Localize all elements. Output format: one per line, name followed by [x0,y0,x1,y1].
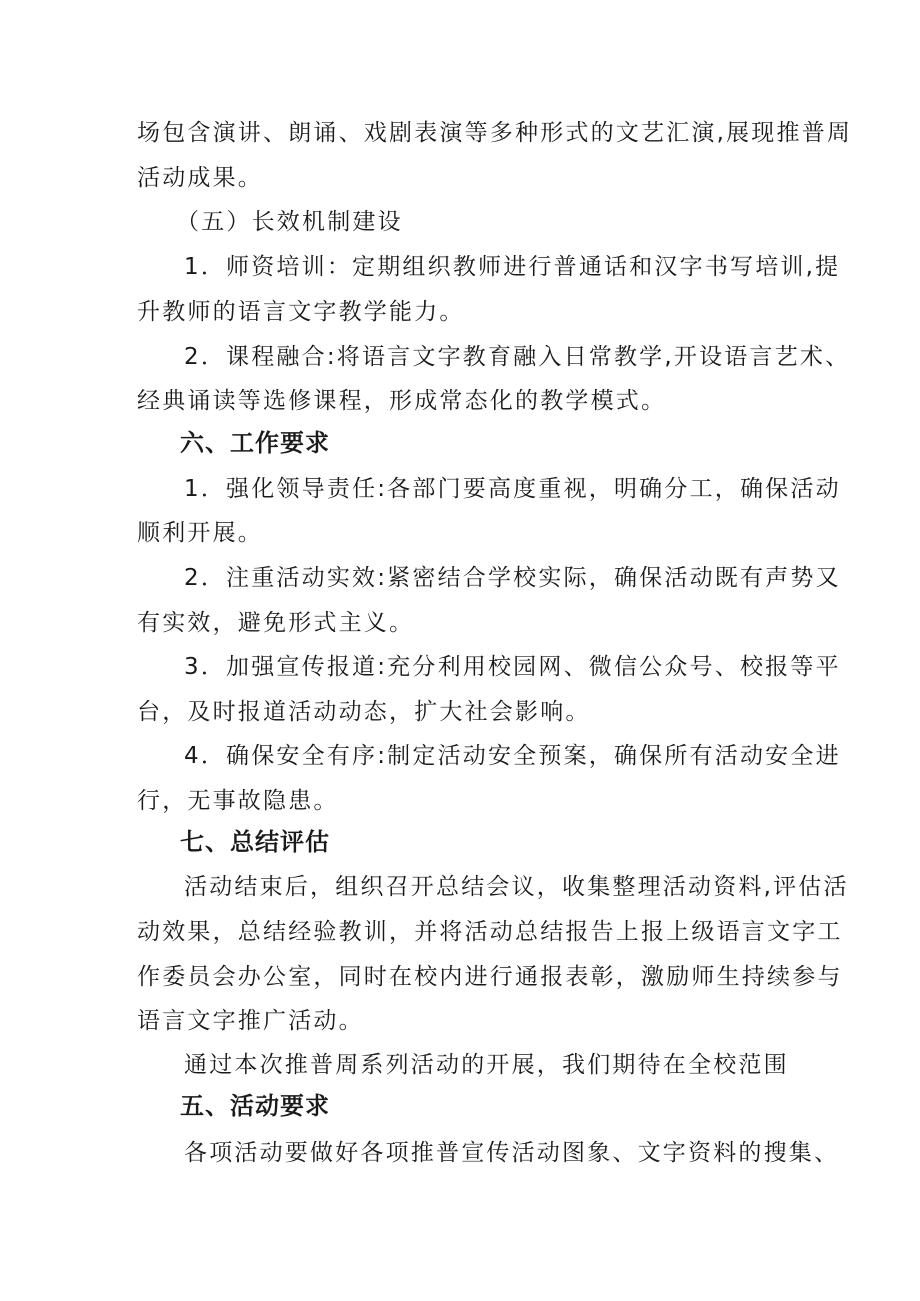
paragraph-line: 场包含演讲、朗诵、戏剧表演等多种形式的文艺汇演,展现推普周 [137,120,853,146]
list-item: 4．确保安全有序:制定活动安全预案，确保所有活动安全进 [184,743,841,769]
list-item: 2．注重活动实效:紧密结合学校实际，确保活动既有声势又 [184,565,841,591]
list-item: 1．强化领导责任:各部门要高度重视，明确分工，确保活动 [184,476,841,502]
paragraph-line: 动效果，总结经验教训，并将活动总结报告上报上级语言文字工 [137,919,843,945]
list-item-continuation: 经典诵读等选修课程，形成常态化的教学模式。 [137,388,667,414]
list-item: 1．师资培训：定期组织教师进行普通话和汉字书写培训,提 [184,254,841,280]
list-item-continuation: 顺利开展。 [137,520,263,546]
paragraph-line: 活动成果。 [137,165,263,191]
paragraph-line: 各项活动要做好各项推普宣传活动图象、文字资料的搜集、 [184,1140,840,1166]
section-heading: 五、活动要求 [180,1092,330,1120]
list-item-continuation: 台，及时报道活动动态，扩大社会影响。 [137,699,591,725]
paragraph-line: 通过本次推普周系列活动的开展，我们期待在全校范围 [184,1052,789,1078]
list-item-continuation: 有实效，避免形式主义。 [137,610,415,636]
list-item: 2．课程融合:将语言文字教育融入日常教学,开设语言艺术、 [184,344,851,370]
subsection-heading: （五）长效机制建设 [176,209,403,235]
section-heading: 七、总结评估 [180,828,330,856]
paragraph-line: 活动结束后，组织召开总结会议，收集整理活动资料,评估活 [184,874,849,900]
list-item-continuation: 行，无事故隐患。 [137,788,339,814]
paragraph-line: 语言文字推广活动。 [137,1008,364,1034]
list-item-continuation: 升教师的语言文字教学能力。 [137,299,465,325]
list-item: 3．加强宣传报道:充分利用校园网、微信公众号、校报等平 [184,654,841,680]
paragraph-line: 作委员会办公室，同时在校内进行通报表彰，激励师生持续参与 [137,964,843,990]
section-heading: 六、工作要求 [180,429,330,457]
